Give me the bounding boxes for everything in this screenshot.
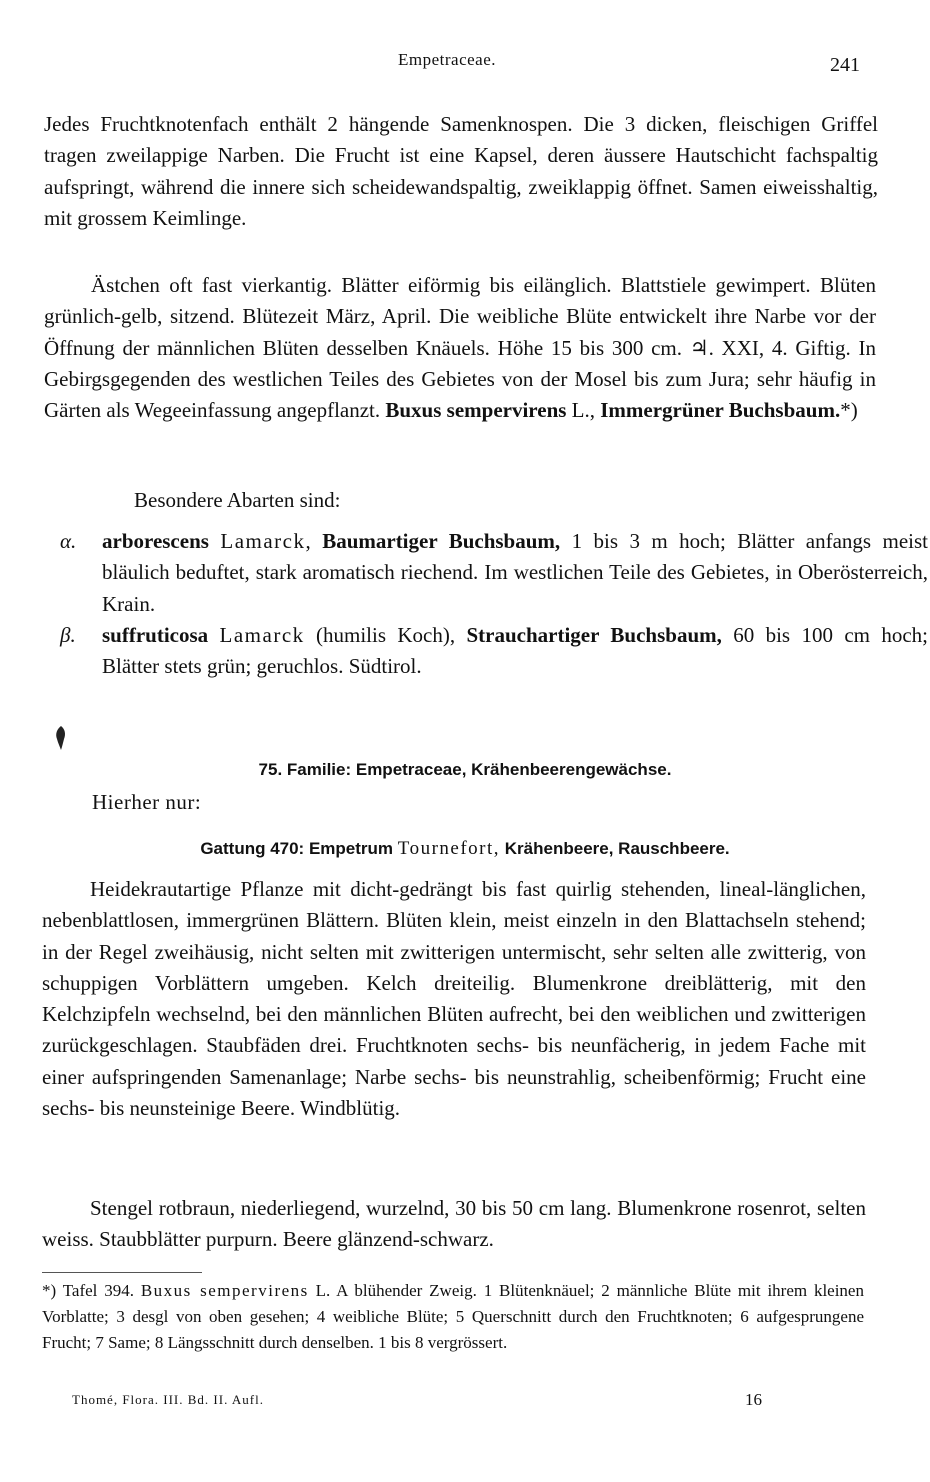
footnote-divider xyxy=(42,1272,202,1273)
ink-blot-mark xyxy=(54,725,68,751)
footnote-lead: Tafel 394. xyxy=(56,1281,141,1300)
variety-text: arborescens Lamarck, Baumartiger Buchsbaum, 1 bis 3 m hoch; Blätter anfangs meist bläulich beduftet, stark aromatisch riechend. Im westlichen Teile des Gebietes, in Oberösterreich, Krain. xyxy=(102,529,929,616)
paragraph-buxus-description xyxy=(44,270,876,426)
variety-text xyxy=(102,620,928,683)
page-number: 241 xyxy=(830,54,860,76)
genus-author: Tournefort, xyxy=(397,838,501,859)
genus-name: Empetrum xyxy=(308,839,394,858)
variety-latin-name: suffruticosa xyxy=(102,623,209,647)
paragraph-fruit-description: Jedes Fruchtknotenfach enthält 2 hängende Samenknospen. Die 3 dicken, fleischigen Griffel tragen zweilappige Narben. Die Frucht ist eine Kapsel, deren äussere Hautschicht fachspaltig aufspringt, während die innere sich scheidewandspaltig, zweiklappig öffnet. Samen eiweisshaltig, mit grossem Keimlinge. xyxy=(44,112,878,230)
page-footer xyxy=(0,1392,930,1414)
species-common-name: Immergrüner Buchsbaum. xyxy=(600,398,841,423)
variety-description: 60 bis 100 cm hoch; Blätter stets grün; geruchlos. Südtirol. xyxy=(102,623,928,679)
signature-mark: 16 xyxy=(745,1390,762,1409)
family-heading: 75. Familie: Empetraceae, Krähenbeerengewächse. xyxy=(258,760,672,779)
species-latin-name: Buxus sempervirens xyxy=(385,398,567,423)
genus-label: Gattung 470: xyxy=(200,839,305,858)
variety-author: Lamarck xyxy=(220,529,306,553)
paragraph-empetrum-description: Heidekrautartige Pflanze mit dicht-gedrängt bis fast quirlig stehenden, lineal-länglichen, nebenblattlosen, immergrünen Blättern. Blüten klein, meist einzeln in den Blattachseln stehend; in der Regel zweihäusig, nicht selten mit zwitterigen untermischt, sehr selten alle zwitterig, von schuppigen Vorblättern umgeben. Kelch dreiteilig. Blumenkrone dreiblätterig, mit den Kelchzipfeln wechselnd, bei den männlichen Blüten aufrecht, bei den weiblichen und zwitterigen zurückgeschlagen. Staubfäden drei. Fruchtknoten sechs- bis neunfächerig, in jedem Fache mit einer aufspringenden Samenanlage; Narbe sechs- bis neunstrahlig, scheibenförmig; Frucht eine sechs- bis neunsteinige Beere. Windblütig. xyxy=(42,877,866,1121)
variety-marker: α. xyxy=(60,529,77,553)
page-header xyxy=(0,44,930,84)
variety-common-name: Baumartiger Buchsbaum, xyxy=(322,529,561,553)
hierher-label: Hierher nur: xyxy=(92,790,202,814)
variety-marker: β. xyxy=(60,623,76,647)
varieties-subheading: Besondere Abarten sind: xyxy=(134,488,341,512)
variety-latin-name: arborescens xyxy=(102,529,209,553)
species-author: L., xyxy=(566,398,601,423)
running-title: Empetraceae. xyxy=(398,50,497,69)
footnote-species: Buxus sempervirens xyxy=(140,1281,309,1300)
variety-author: Lamarck xyxy=(219,623,305,647)
footnote-text: L. A blühender Zweig. 1 Blütenknäuel; 2 männliche Blüte mit ihrem kleinen Vorblatte; 3 desgl von oben gesehen; 4 weibliche Blüte; 5 Querschnitt durch den Fruchtknoten; 6 aufgesprungene Frucht; 7 Same; 8 Längsschnitt durch denselben. 1 bis 8 vergrössert. xyxy=(42,1281,864,1352)
footnote-reference: *) xyxy=(840,398,858,423)
imprint: Thomé, Flora. III. Bd. II. Aufl. xyxy=(72,1392,264,1407)
genus-common-name: Krähenbeere, Rauschbeere. xyxy=(504,839,730,858)
footnote-mark: *) xyxy=(42,1281,57,1300)
variety-description: 1 bis 3 m hoch; Blätter anfangs meist bläulich beduftet, stark aromatisch riechend. Im westlichen Teile des Gebietes, in Oberösterreich, Krain. xyxy=(102,529,929,616)
variety-synonym: (humilis Koch), xyxy=(304,623,467,647)
paragraph-empetrum-features: Stengel rotbraun, niederliegend, wurzelnd, 30 bis 50 cm lang. Blumenkrone rosenrot, selten weiss. Staubblätter purpurn. Beere glänzend-schwarz. xyxy=(42,1196,866,1252)
footnote xyxy=(42,1278,864,1356)
genus-heading xyxy=(0,838,930,860)
buxus-text: Ästchen oft fast vierkantig. Blätter eiförmig bis eilänglich. Blattstiele gewimpert. Blüten grünlich-gelb, sitzend. Blütezeit März, April. Die weibliche Blüte entwickelt ihre Narbe vor der Öffnung der männlichen Blüten desselben Knäuels. Höhe 15 bis 300 cm. ♃. XXI, 4. Giftig. In Gebirgsgegenden des westlichen Teiles des Gebietes von der Mosel bis zum Jura; sehr häufig in Gärten als Wegeeinfassung angepflanzt. xyxy=(44,273,876,423)
variety-common-name: Strauchartiger Buchsbaum, xyxy=(466,623,722,647)
